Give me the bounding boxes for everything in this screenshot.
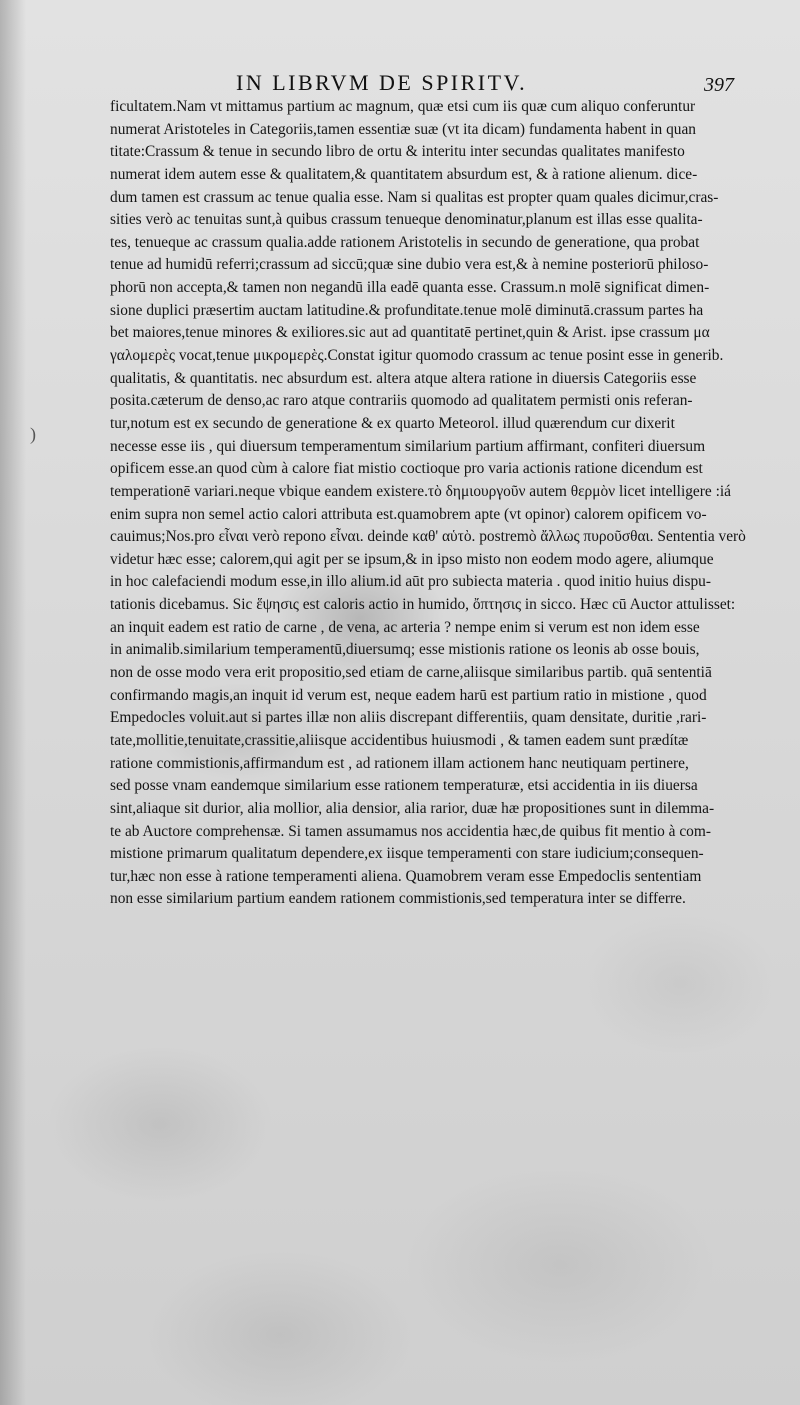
text-line: confirmando magis,an inquit id verum est, neque eadem harū est partium ratio in mistione , quod bbox=[110, 686, 707, 704]
text-line: an inquit eadem est ratio de carne , de vena, ac arteria ? nempe enim si verum est non idem esse bbox=[110, 618, 700, 636]
text-line: ficultatem.Nam vt mittamus partium ac magnum, quæ etsi cum iis quæ cum aliquo conferuntur bbox=[110, 98, 696, 115]
text-line: sione duplici præsertim auctam latitudine.& profunditate.tenue molē diminutā.crassum partes ha bbox=[110, 301, 704, 319]
text-line: sint,aliaque sit durior, alia mollior, alia densior, alia rarior, duæ hæ propositiones sunt in dilemma- bbox=[110, 799, 715, 817]
text-line: non esse similarium partium eandem rationem commistionis,sed temperatura inter se differre. bbox=[110, 890, 686, 908]
text-line: tur,hæc non esse à ratione temperamenti aliena. Quamobrem veram esse Empedoclis sententiam bbox=[110, 867, 702, 885]
text-line: ratione commistionis,affirmandum est , ad rationem illam actionem hanc neutiquam pertinere, bbox=[110, 754, 689, 772]
binding-shadow bbox=[0, 0, 26, 1405]
text-line: tate,mollitie,tenuitate,crassitie,aliisque accidentibus huiusmodi , & tamen eadem sunt prædítæ bbox=[110, 731, 689, 749]
body-text bbox=[110, 96, 795, 911]
text-line: sed posse vnam eandemque similarium esse rationem temperaturæ, etsi accidentia in iis diuersa bbox=[110, 777, 698, 795]
text-line: sities verò ac tenuitas sunt,à quibus crassum tenueque denominatur,planum est illas esse qualita- bbox=[110, 211, 703, 229]
text-line: tenue ad humidū referri;crassum ad siccū;quæ sine dubio vera est,& à nemine posteriorū philoso- bbox=[110, 256, 709, 274]
text-line: opificem esse.an quod cùm à calore fiat mistio coctioque pro varia actionis ratione dicendum est bbox=[110, 460, 703, 478]
text-line: non de osse modo vera erit propositio,sed etiam de carne,aliisque similaribus partib. quā sententiā bbox=[110, 664, 712, 682]
text-line: numerat Aristoteles in Categoriis,tamen essentiæ suæ (vt ita dicam) fundamenta habent in quan bbox=[110, 120, 696, 138]
page-number: 397 bbox=[704, 74, 734, 96]
margin-mark: ) bbox=[30, 424, 36, 444]
text-line: γαλομερὲς vocat,tenue μικρομερὲς.Constat igitur quomodo crassum ac tenue posint esse in generib. bbox=[110, 347, 724, 365]
text-line: titate:Crassum & tenue in secundo libro de ortu & interitu inter secundas qualitates manifesto bbox=[110, 143, 685, 161]
text-line: Empedocles voluit.aut si partes illæ non aliis discrepant differentiis, quam densitate, duritie ,rari- bbox=[110, 709, 707, 727]
text-line: phorū non accepta,& tamen non negandū illa eadē quanta esse. Crassum.n molē significat dimen- bbox=[110, 279, 710, 297]
text-line: enim supra non semel actio calori attributa est.quamobrem apte (vt opinor) calorem opificem vo- bbox=[110, 505, 707, 523]
text-line: posita.cæterum de denso,ac raro atque contrariis quomodo ad qualitatem permisti onis referan- bbox=[110, 392, 693, 410]
text-line: in animalib.similarium temperamentū,diuersumq; esse mistionis ratione os leonis ab osse bouis, bbox=[110, 641, 700, 659]
text-line: tur,notum est ex secundo de generatione & ex quarto Meteorol. illud quærendum cur dixerit bbox=[110, 414, 675, 432]
text-line: in hoc calefaciendi modum esse,in illo alium.id aūt pro subiecta materia . quod initio huius dispu- bbox=[110, 573, 711, 591]
text-line: numerat idem autem esse & qualitatem,& quantitatem absurdum est, & à ratione alienum. dice- bbox=[110, 165, 698, 183]
text-line: tationis dicebamus. Sic ἕψησις est caloris actio in humido, ὄπτησις in sicco. Hæc cū Auctor attulisset: bbox=[110, 596, 736, 614]
text-line: qualitatis, & quantitatis. nec absurdum est. altera atque altera ratione in diuersis Categoriis esse bbox=[110, 369, 697, 387]
text-line: videtur hæc esse; calorem,qui agit per se ipsum,& in ipso misto non eodem modo agere, aliumque bbox=[110, 550, 714, 568]
text-line: te ab Auctore comprehensæ. Si tamen assumamus nos accidentia hæc,de quibus fit mentio à com- bbox=[110, 822, 711, 840]
text-line: cauimus;Nos.pro εἶναι verò repono εἶναι. deinde καθ' αὑτὸ. postremò ἄλλως πυροῦσθαι. Sententia verò bbox=[110, 528, 746, 546]
text-line: tes, tenueque ac crassum qualia.adde rationem Aristotelis in secundo de generatione, qua probat bbox=[110, 233, 700, 251]
text-line: temperationē variari.neque vbique eandem existere.τὸ δημιουργοῦν autem θερμὸν licet intelligere :iá bbox=[110, 482, 731, 500]
text-line: mistione primarum qualitatum dependere,ex iisque temperamenti con stare iudicium;consequen- bbox=[110, 845, 704, 863]
text-line: dum tamen est crassum ac tenue qualia esse. Nam si qualitas est propter quam quales dicimur,cras- bbox=[110, 188, 719, 206]
text-line: necesse esse iis , qui diuersum temperamentum similarium partium affirmant, confiteri diuersum bbox=[110, 437, 706, 455]
text-line: bet maiores,tenue minores & exiliores.sic aut ad quantitatē pertinet,quin & Arist. ipse crassum μα bbox=[110, 324, 710, 342]
running-head: IN LIBRVM DE SPIRITV. bbox=[236, 70, 528, 95]
